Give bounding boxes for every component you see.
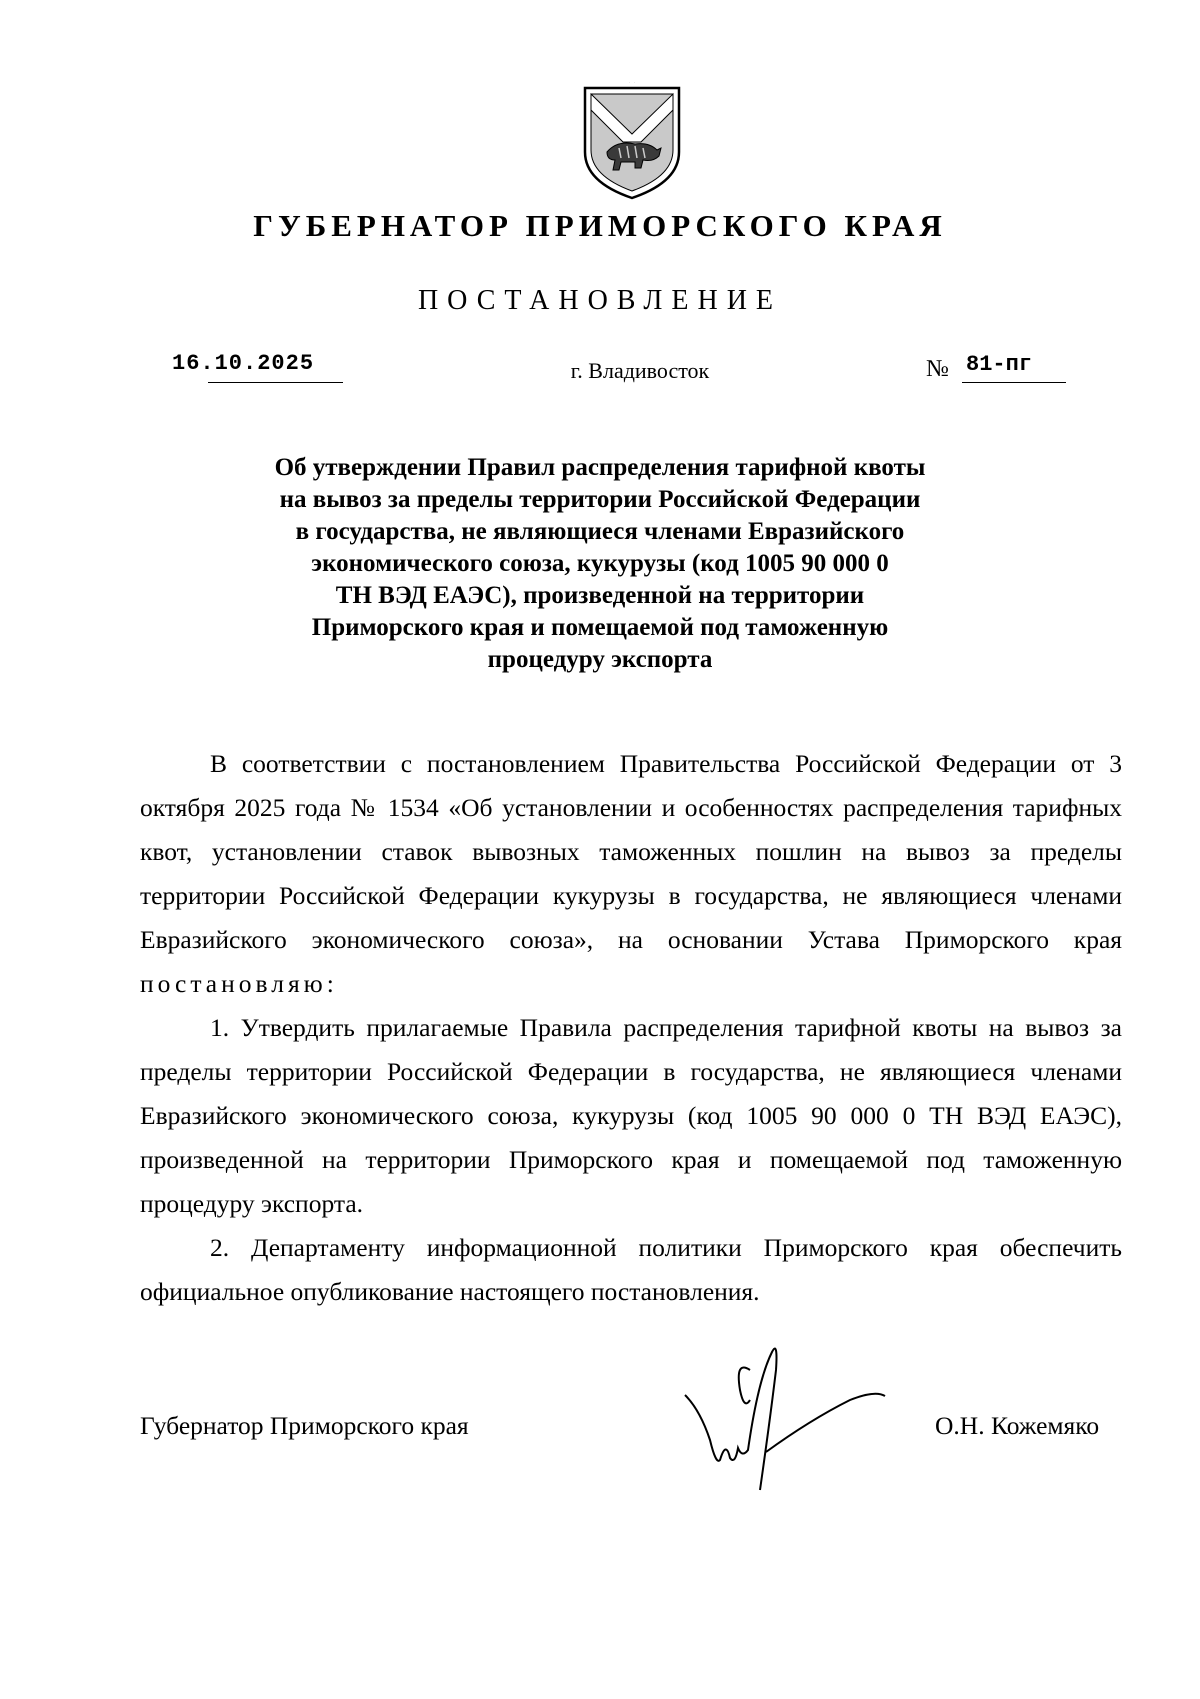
document-city: г. Владивосток (570, 358, 710, 383)
document-body (140, 742, 1122, 1314)
item-1-paragraph: 1. Утвердить прилагаемые Правила распределения тарифной квоты на вывоз за пределы территории Российской Федерации в государства, не являющиеся членами Евразийского экономического союза, кукурузы (код 1005 90 000 0 ТН ВЭД ЕАЭС), произведенной на территории Приморского края и помещаемой под таможенную процедуру экспорта. (140, 1013, 1122, 1218)
preamble-text: В соответствии с постановлением Правительства Российской Федерации от 3 октября 2025 года № 1534 «Об установлении и особенностях распределения тарифных квот, установлении ставок вывозных таможенных пошлин на вывоз за пределы территории Российской Федерации кукурузы в государства, не являющиеся членами Евразийского экономического союза», на основании Устава Приморского края (140, 749, 1122, 954)
title-line: ТН ВЭД ЕАЭС), произведенной на территории (335, 582, 865, 609)
preamble-paragraph (140, 742, 1122, 1006)
coat-of-arms-icon (577, 82, 687, 202)
number-underline (962, 382, 1066, 383)
signatory-name: О.Н. Кожемяко (935, 1411, 1100, 1440)
title-line: Об утверждении Правил распределения тарифной квоты (274, 454, 926, 481)
title-line: экономического союза, кукурузы (код 1005 90 000 0 (311, 550, 889, 577)
document-title (230, 452, 970, 676)
issuing-authority: ГУБЕРНАТОР ПРИМОРСКОГО КРАЯ (253, 208, 947, 243)
document-type: ПОСТАНОВЛЕНИЕ (417, 285, 783, 316)
title-line: на вывоз за пределы территории Российской Федерации (279, 486, 921, 513)
handwritten-signature (680, 1340, 900, 1500)
title-line: Приморского края и помещаемой под таможенную (311, 614, 889, 641)
document-number: 81-пг (966, 352, 1033, 377)
decree-word: постановляю: (140, 969, 338, 998)
document-date: 16.10.2025 (172, 351, 315, 376)
item-2-paragraph: 2. Департаменту информационной политики Приморского края обеспечить официальное опубликование настоящего постановления. (140, 1233, 1122, 1306)
title-line: процедуру экспорта (487, 646, 713, 673)
signatory-position: Губернатор Приморского края (140, 1411, 469, 1440)
title-line: в государства, не являющиеся членами Евразийского (295, 518, 905, 545)
date-underline (208, 382, 343, 383)
number-sign: № (926, 356, 949, 382)
